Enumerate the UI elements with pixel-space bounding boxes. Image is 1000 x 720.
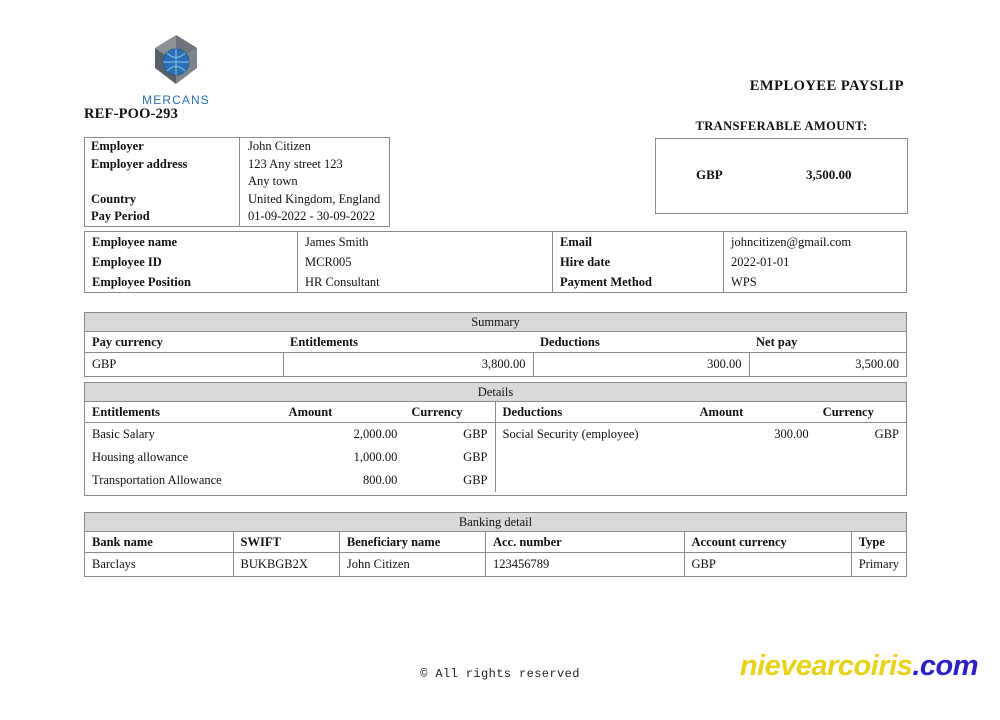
table-row bbox=[85, 553, 906, 577]
pay-period-label: Pay Period bbox=[85, 208, 240, 226]
entitlements-table bbox=[85, 402, 495, 492]
table-row bbox=[85, 232, 906, 252]
table-row bbox=[85, 272, 906, 292]
entitlement-currency: GBP bbox=[463, 427, 488, 441]
pay-period-value: 01-09-2022 - 30-09-2022 bbox=[248, 209, 376, 223]
banking-section bbox=[84, 512, 907, 577]
employer-address-value: 123 Any street 123 bbox=[248, 156, 343, 171]
table-row bbox=[85, 191, 389, 209]
table-row bbox=[85, 446, 495, 469]
deductions-header-amount: Amount bbox=[693, 402, 816, 423]
entitlement-name: Basic Salary bbox=[92, 427, 155, 441]
summary-entitlements: 3,800.00 bbox=[283, 353, 533, 377]
deduction-currency: GBP bbox=[874, 427, 899, 441]
banking-header-bank-name: Bank name bbox=[85, 532, 233, 553]
transferable-amount-label: TRANSFERABLE AMOUNT: bbox=[695, 119, 868, 133]
table-row bbox=[85, 156, 389, 174]
watermark-tld: .com bbox=[912, 650, 978, 682]
country-label: Country bbox=[85, 191, 240, 209]
summary-section bbox=[84, 312, 907, 377]
banking-title: Banking detail bbox=[85, 513, 906, 532]
banking-swift: BUKBGB2X bbox=[233, 553, 339, 577]
transferable-value: 3,500.00 bbox=[806, 167, 852, 182]
summary-header-entitlements: Entitlements bbox=[283, 332, 533, 353]
reference-code: REF-POO-293 bbox=[84, 106, 179, 122]
employee-position-label: Employee Position bbox=[85, 272, 298, 292]
hire-date-value: 2022-01-01 bbox=[731, 255, 790, 269]
details-columns bbox=[85, 402, 906, 492]
banking-header-swift: SWIFT bbox=[233, 532, 339, 553]
globe-diamond-logo-icon bbox=[145, 32, 207, 90]
brand-name: MERCANS bbox=[142, 93, 210, 107]
employee-id-value: MCR005 bbox=[305, 255, 352, 269]
hire-date-label: Hire date bbox=[553, 252, 724, 272]
company-logo bbox=[96, 32, 256, 107]
summary-pay-currency: GBP bbox=[85, 353, 283, 377]
banking-bank-name: Barclays bbox=[85, 553, 233, 577]
email-label: Email bbox=[553, 232, 724, 252]
employer-address-label: Employer address bbox=[85, 156, 240, 174]
banking-account-number: 123456789 bbox=[485, 553, 684, 577]
entitlements-column bbox=[85, 402, 496, 492]
banking-header-type: Type bbox=[851, 532, 906, 553]
banking-table bbox=[85, 532, 906, 576]
entitlement-currency: GBP bbox=[463, 473, 488, 487]
employee-table bbox=[85, 232, 906, 292]
employer-value: John Citizen bbox=[248, 139, 311, 153]
summary-header-deductions: Deductions bbox=[533, 332, 749, 353]
entitlements-header-name: Entitlements bbox=[85, 402, 282, 423]
entitlement-amount: 1,000.00 bbox=[353, 450, 398, 464]
banking-account-currency: GBP bbox=[684, 553, 851, 577]
entitlement-amount: 800.00 bbox=[363, 473, 398, 487]
table-row bbox=[85, 173, 389, 191]
employee-info-box bbox=[84, 231, 907, 293]
table-row bbox=[85, 469, 495, 492]
payment-method-value: WPS bbox=[731, 275, 757, 289]
summary-net-pay: 3,500.00 bbox=[855, 357, 899, 371]
banking-header-beneficiary: Beneficiary name bbox=[339, 532, 485, 553]
summary-title: Summary bbox=[85, 313, 906, 332]
employer-address-label-cont bbox=[85, 173, 240, 191]
entitlement-amount: 2,000.00 bbox=[353, 427, 398, 441]
deductions-header-currency: Currency bbox=[816, 402, 906, 423]
entitlement-currency: GBP bbox=[463, 450, 488, 464]
details-section bbox=[84, 382, 907, 496]
document-title: EMPLOYEE PAYSLIP bbox=[749, 78, 904, 94]
deductions-table bbox=[496, 402, 907, 446]
deduction-name: Social Security (employee) bbox=[502, 427, 639, 441]
site-watermark bbox=[740, 650, 978, 683]
transferable-currency: GBP bbox=[696, 167, 723, 182]
deduction-amount: 300.00 bbox=[774, 427, 809, 441]
employer-info-box bbox=[84, 137, 390, 227]
deductions-column bbox=[496, 402, 907, 492]
employee-name-value: James Smith bbox=[305, 235, 369, 249]
watermark-name: nievearcoiris bbox=[739, 650, 913, 682]
summary-header-pay-currency: Pay currency bbox=[85, 332, 283, 353]
table-row bbox=[85, 353, 906, 377]
details-title: Details bbox=[85, 383, 906, 402]
table-header-row bbox=[85, 532, 906, 553]
summary-deductions: 300.00 bbox=[533, 353, 749, 377]
employee-name-label: Employee name bbox=[85, 232, 298, 252]
summary-table bbox=[85, 332, 906, 376]
employer-address-value-cont: Any town bbox=[248, 174, 298, 188]
table-row bbox=[496, 423, 907, 447]
employee-id-label: Employee ID bbox=[85, 252, 298, 272]
table-row bbox=[85, 208, 389, 226]
employer-table bbox=[85, 138, 389, 226]
entitlement-name: Transportation Allowance bbox=[92, 473, 222, 487]
table-header-row bbox=[85, 332, 906, 353]
copyright-note: © All rights reserved bbox=[420, 667, 580, 681]
banking-header-account-currency: Account currency bbox=[684, 532, 851, 553]
payment-method-label: Payment Method bbox=[553, 272, 724, 292]
employee-position-value: HR Consultant bbox=[305, 275, 380, 289]
banking-type: Primary bbox=[858, 557, 899, 571]
summary-header-net-pay: Net pay bbox=[749, 332, 906, 353]
table-header-row bbox=[85, 402, 495, 423]
table-row bbox=[85, 252, 906, 272]
entitlements-header-amount: Amount bbox=[282, 402, 405, 423]
table-header-row bbox=[496, 402, 907, 423]
employer-label: Employer bbox=[85, 138, 240, 156]
country-value: United Kingdom, England bbox=[248, 191, 381, 206]
table-row bbox=[85, 138, 389, 156]
entitlements-header-currency: Currency bbox=[404, 402, 494, 423]
entitlement-name: Housing allowance bbox=[92, 450, 189, 464]
deductions-header-name: Deductions bbox=[496, 402, 693, 423]
banking-beneficiary: John Citizen bbox=[339, 553, 485, 577]
transferable-amount-box bbox=[655, 138, 908, 214]
email-value: johncitizen@gmail.com bbox=[731, 235, 852, 249]
banking-header-account-number: Acc. number bbox=[485, 532, 684, 553]
table-row bbox=[85, 423, 495, 447]
